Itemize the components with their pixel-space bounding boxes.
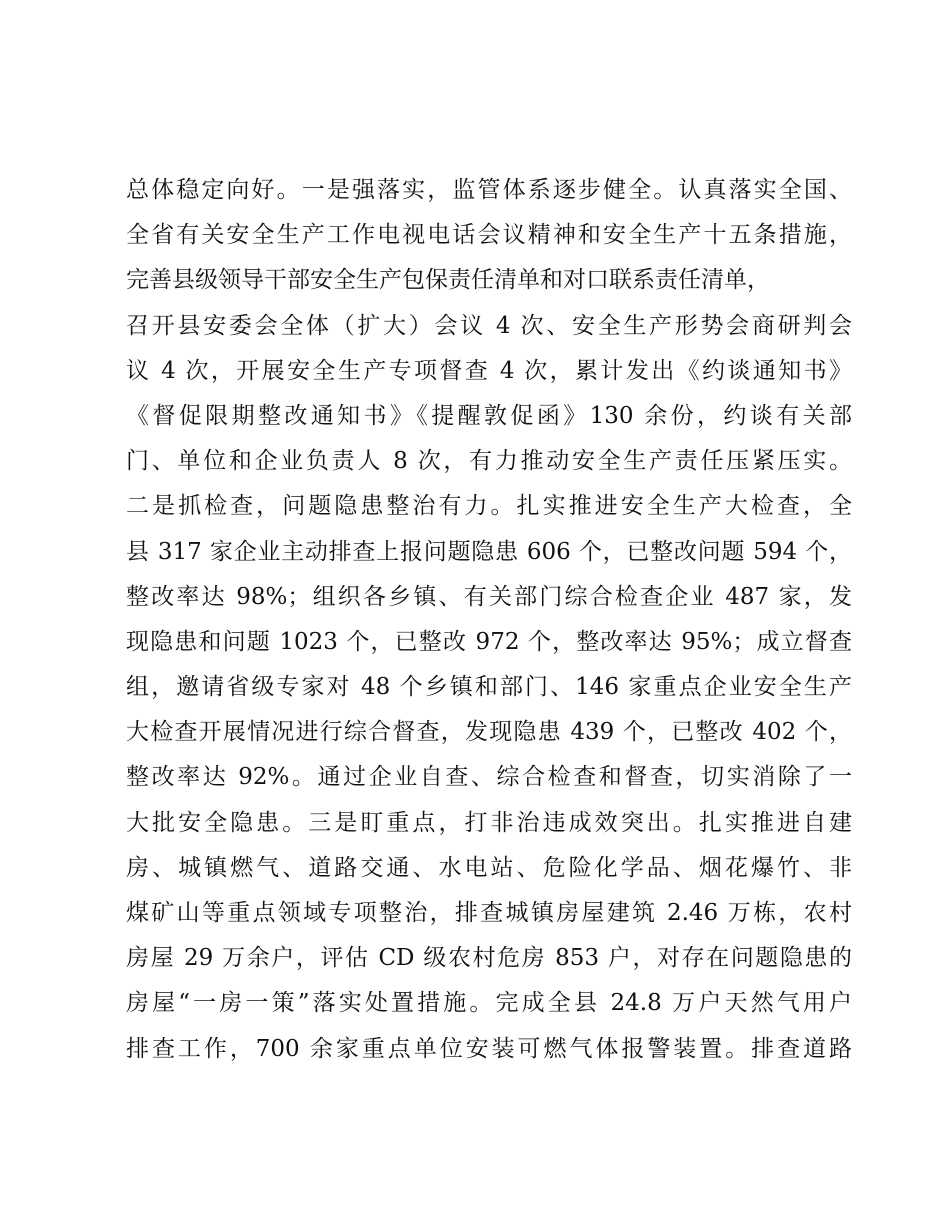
text-line: 二是抓检查，问题隐患整治有力。扎实推进安全生产大检查，全	[126, 493, 852, 520]
text-line: 召开县安委会全体（扩大）会议 4 次、安全生产形势会商研判会	[126, 312, 852, 339]
text-line: 大批安全隐患。三是盯重点，打非治违成效突出。扎实推进自建	[126, 809, 852, 836]
text-line: 房、城镇燃气、道路交通、水电站、危险化学品、烟花爆竹、非	[126, 854, 852, 881]
text-line: 全省有关安全生产工作电视电话会议精神和安全生产十五条措施，	[126, 222, 852, 249]
text-line: 门、单位和企业负责人 8 次，有力推动安全生产责任压紧压实。	[126, 448, 852, 475]
text-line: 整改率达 98%；组织各乡镇、有关部门综合检查企业 487 家，发	[126, 583, 852, 610]
body-paragraph	[126, 168, 852, 1072]
text-line: 完善县级领导干部安全生产包保责任清单和对口联系责任清单，	[126, 267, 770, 294]
text-line: 煤矿山等重点领域专项整治，排查城镇房屋建筑 2.46 万栋，农村	[126, 900, 852, 926]
text-line: 总体稳定向好。一是强落实，监管体系逐步健全。认真落实全国、	[126, 177, 852, 203]
text-line: 房屋 29 万余户，评估 CD 级农村危房 853 户，对存在问题隐患的	[126, 945, 852, 972]
text-line: 房屋“一房一策”落实处置措施。完成全县 24.8 万户天然气用户	[126, 990, 852, 1017]
text-line: 组，邀请省级专家对 48 个乡镇和部门、146 家重点企业安全生产	[126, 674, 852, 701]
text-line: 整改率达 92%。通过企业自查、综合检查和督查，切实消除了一	[126, 764, 852, 791]
text-line: 县 317 家企业主动排查上报问题隐患 606 个，已整改问题 594 个，	[126, 538, 852, 565]
text-line: 大检查开展情况进行综合督查，发现隐患 439 个，已整改 402 个，	[126, 719, 852, 746]
text-line: 现隐患和问题 1023 个，已整改 972 个，整改率达 95%；成立督查	[126, 628, 853, 655]
text-line: 《督促限期整改通知书》《提醒敦促函》130 余份，约谈有关部	[126, 402, 852, 429]
text-line: 议 4 次，开展安全生产专项督查 4 次，累计发出《约谈通知书》	[126, 357, 852, 384]
text-line: 排查工作，700 余家重点单位安装可燃气体报警装置。排查道路	[126, 1035, 852, 1062]
